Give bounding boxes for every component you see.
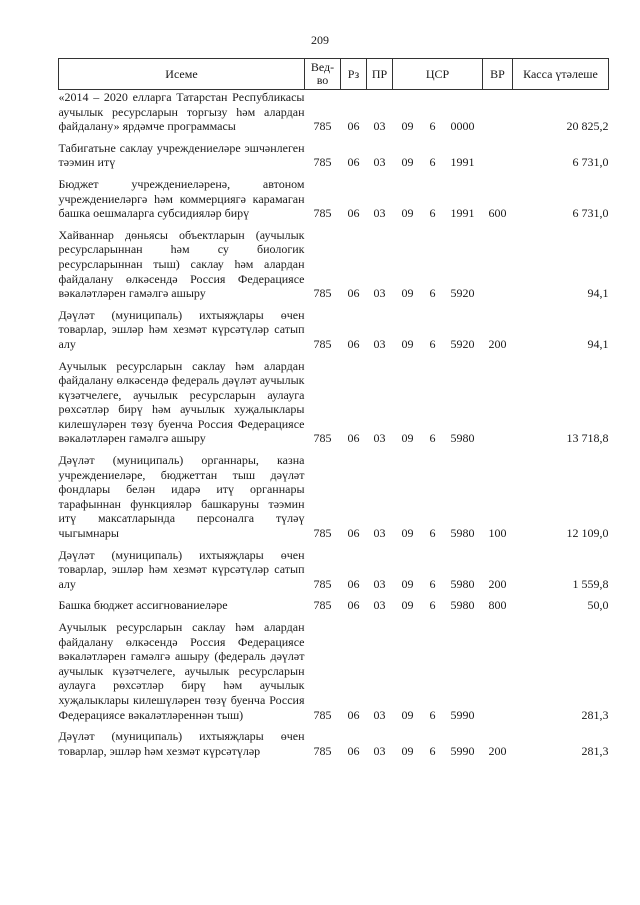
table-body <box>59 90 609 759</box>
row-spacer <box>59 722 609 729</box>
cell-csr-subprogram: 6 <box>429 286 436 301</box>
header-pr: ПР <box>367 59 393 90</box>
header-csr: ЦСР <box>393 59 483 90</box>
cell-name <box>59 308 305 352</box>
cell-csr-program: 09 <box>401 286 414 301</box>
row-spacer <box>59 134 609 141</box>
cell-csr-code: 5980 <box>450 598 475 613</box>
table-header <box>59 59 609 90</box>
cell-pr: 03 <box>373 598 386 613</box>
cell-vr: 200 <box>488 743 507 758</box>
cell-csr-program: 09 <box>401 576 414 591</box>
cell-rz: 06 <box>347 598 360 613</box>
table-row <box>59 228 609 301</box>
cell-rz: 06 <box>347 206 360 221</box>
cell-csr-program: 09 <box>401 743 414 758</box>
cell-csr-code: 5980 <box>450 576 475 591</box>
cell-pr: 03 <box>373 155 386 170</box>
cell-ved: 785 <box>313 206 332 221</box>
cell-vr: 800 <box>488 598 507 613</box>
cell-sum: 6 731,0 <box>572 155 609 170</box>
row-name-text: Аучылык ресурсларын саклау һәм алардан файдалану өлкәсендә Россия Федерациясе вәкаләтләрен гамәлгә ашыру (федераль дәүләт аучылык күзәтчелеге, аучылык ресурсларын аулауга рөхсәтләр бирү һәм аучылык хуҗалыклары килешүләрен төзү буенча Россия Федерациясе вәкаләтләреннән тыш) <box>58 620 305 722</box>
row-spacer <box>59 446 609 453</box>
row-spacer-cell <box>59 591 609 598</box>
cell-name <box>59 548 305 592</box>
row-spacer-cell <box>59 352 609 359</box>
cell-ved: 785 <box>313 155 332 170</box>
row-name-text: Табигатьне саклау учреждениеләре эшчәнлеген тәэмин итү <box>58 140 305 170</box>
cell-rz: 06 <box>347 743 360 758</box>
cell-vr: 200 <box>488 576 507 591</box>
cell-pr: 03 <box>373 707 386 722</box>
header-ved: Вед-во <box>305 59 341 90</box>
cell-name <box>59 453 305 541</box>
cell-sum: 50,0 <box>587 598 609 613</box>
cell-sum: 94,1 <box>587 286 609 301</box>
cell-rz: 06 <box>347 119 360 134</box>
row-spacer-cell <box>59 301 609 308</box>
cell-rz: 06 <box>347 526 360 541</box>
cell-vr: 200 <box>488 336 507 351</box>
cell-ved: 785 <box>313 743 332 758</box>
header-rz: Рз <box>341 59 367 90</box>
cell-rz: 06 <box>347 336 360 351</box>
cell-csr-program: 09 <box>401 155 414 170</box>
cell-ved: 785 <box>313 576 332 591</box>
cell-ved: 785 <box>313 431 332 446</box>
cell-pr: 03 <box>373 576 386 591</box>
cell-pr: 03 <box>373 743 386 758</box>
cell-ved: 785 <box>313 286 332 301</box>
cell-pr: 03 <box>373 286 386 301</box>
cell-name <box>59 228 305 301</box>
table-row <box>59 729 609 758</box>
cell-csr-subprogram: 6 <box>429 743 436 758</box>
header-vr: ВР <box>483 59 513 90</box>
cell-csr-code: 0000 <box>450 119 475 134</box>
row-spacer <box>59 221 609 228</box>
row-spacer <box>59 591 609 598</box>
cell-csr-subprogram: 6 <box>429 206 436 221</box>
row-name-text: Дәүләт (муниципаль) органнары, казна учреждениеләре, бюджеттан тыш дәүләт фондлары белән идарә итү органнары тарафыннан функцияләр башкаруны тәэмин итү максатларында персоналга түләү чыгымнары <box>58 453 305 541</box>
table-row <box>59 359 609 447</box>
table-row <box>59 90 609 134</box>
cell-vr: 600 <box>488 206 507 221</box>
cell-csr-subprogram: 6 <box>429 336 436 351</box>
cell-ved: 785 <box>313 526 332 541</box>
cell-csr-program: 09 <box>401 707 414 722</box>
cell-sum: 20 825,2 <box>566 119 609 134</box>
row-name-text: Бюджет учреждениеләренә, автоном учреждениеләргә һәм коммерциягә карамаган башка оешмаларга субсидияләр бирү <box>58 176 305 221</box>
cell-vr <box>483 90 513 134</box>
table-row <box>59 620 609 722</box>
row-spacer <box>59 541 609 548</box>
table-row <box>59 308 609 352</box>
cell-name <box>59 359 305 447</box>
cell-ved: 785 <box>313 119 332 134</box>
cell-pr: 03 <box>373 119 386 134</box>
row-name-text: Хайваннар дөньясы объектларын (аучылык ресурсларыннан һәм су биологик ресурсларыннан тыш) саклау һәм алардан файдалану өлкәсендә Россия Федерациясе вәкаләтләрен гамәлгә ашыру <box>58 227 305 301</box>
row-spacer <box>59 613 609 620</box>
row-spacer-cell <box>59 221 609 228</box>
budget-table <box>58 58 609 758</box>
cell-name <box>59 598 305 613</box>
cell-csr-code: 5920 <box>450 336 475 351</box>
cell-vr <box>483 359 513 447</box>
table-row <box>59 598 609 613</box>
row-spacer-cell <box>59 446 609 453</box>
cell-rz: 06 <box>347 286 360 301</box>
cell-csr-subprogram: 6 <box>429 119 436 134</box>
row-spacer-cell <box>59 613 609 620</box>
row-spacer <box>59 301 609 308</box>
row-spacer-cell <box>59 134 609 141</box>
cell-csr-code: 5990 <box>450 707 475 722</box>
cell-vr: 100 <box>488 526 507 541</box>
cell-vr <box>483 141 513 170</box>
cell-name <box>59 141 305 170</box>
cell-csr-code: 5920 <box>450 286 475 301</box>
cell-ved: 785 <box>313 707 332 722</box>
table-row <box>59 177 609 221</box>
cell-csr-code: 5990 <box>450 743 475 758</box>
cell-pr: 03 <box>373 431 386 446</box>
cell-csr-program: 09 <box>401 598 414 613</box>
cell-sum: 12 109,0 <box>566 526 609 541</box>
header-name: Исеме <box>59 59 305 90</box>
cell-csr-code: 5980 <box>450 431 475 446</box>
page-number: 209 <box>311 33 329 47</box>
cell-pr: 03 <box>373 526 386 541</box>
cell-pr: 03 <box>373 336 386 351</box>
table-row <box>59 141 609 170</box>
cell-sum: 1 559,8 <box>572 576 609 591</box>
cell-csr-subprogram: 6 <box>429 707 436 722</box>
cell-rz: 06 <box>347 431 360 446</box>
cell-vr <box>483 620 513 722</box>
row-name-text: Башка бюджет ассигнованиеләре <box>58 598 228 613</box>
cell-csr-program: 09 <box>401 336 414 351</box>
cell-csr-program: 09 <box>401 526 414 541</box>
cell-ved: 785 <box>313 598 332 613</box>
row-name-text: Дәүләт (муниципаль) ихтыяҗлары өчен товарлар, эшләр һәм хезмәт күрсәтүләр <box>58 729 305 758</box>
cell-csr-code: 1991 <box>450 206 475 221</box>
cell-name <box>59 177 305 221</box>
header-sum: Касса үтәлеше <box>513 59 609 90</box>
cell-csr-subprogram: 6 <box>429 431 436 446</box>
row-name-text: «2014 – 2020 елларга Татарстан Республикасы аучылык ресурсларын торгызу һәм алардан файдалану» ярдәмче программасы <box>58 90 305 134</box>
cell-csr-program: 09 <box>401 431 414 446</box>
cell-name <box>59 90 305 134</box>
cell-name <box>59 620 305 722</box>
cell-csr-subprogram: 6 <box>429 526 436 541</box>
row-spacer-cell <box>59 170 609 177</box>
cell-pr: 03 <box>373 206 386 221</box>
row-spacer-cell <box>59 541 609 548</box>
cell-sum: 13 718,8 <box>566 431 609 446</box>
row-name-text: Дәүләт (муниципаль) ихтыяҗлары өчен товарлар, эшләр һәм хезмәт күрсәтүләр сатып алу <box>58 307 305 351</box>
row-name-text: Дәүләт (муниципаль) ихтыяҗлары өчен товарлар, эшләр һәм хезмәт күрсәтүләр сатып алу <box>58 547 305 591</box>
cell-csr-code: 1991 <box>450 155 475 170</box>
cell-rz: 06 <box>347 576 360 591</box>
cell-sum: 6 731,0 <box>572 206 609 221</box>
cell-csr-subprogram: 6 <box>429 598 436 613</box>
cell-csr-program: 09 <box>401 119 414 134</box>
cell-rz: 06 <box>347 155 360 170</box>
cell-csr-program: 09 <box>401 206 414 221</box>
row-spacer-cell <box>59 722 609 729</box>
cell-ved: 785 <box>313 336 332 351</box>
cell-sum: 281,3 <box>581 707 609 722</box>
cell-rz: 06 <box>347 707 360 722</box>
row-spacer <box>59 352 609 359</box>
cell-csr-subprogram: 6 <box>429 155 436 170</box>
table-row <box>59 548 609 592</box>
row-spacer <box>59 170 609 177</box>
table-row <box>59 453 609 541</box>
cell-csr-code: 5980 <box>450 526 475 541</box>
cell-name <box>59 729 305 758</box>
row-name-text: Аучылык ресурсларын саклау һәм алардан файдалану өлкәсендә федераль дәүләт аучылык күзәтчелеге, аучылык ресурсларын аулауга рөхсәтләр бирү һәм аучылык хуҗалыклары килешүләрен төзү буенча Россия Федерациясе вәкаләтләрен гамәлгә ашыру <box>58 358 305 446</box>
cell-sum: 94,1 <box>587 336 609 351</box>
cell-csr-subprogram: 6 <box>429 576 436 591</box>
cell-sum: 281,3 <box>581 743 609 758</box>
cell-vr <box>483 228 513 301</box>
